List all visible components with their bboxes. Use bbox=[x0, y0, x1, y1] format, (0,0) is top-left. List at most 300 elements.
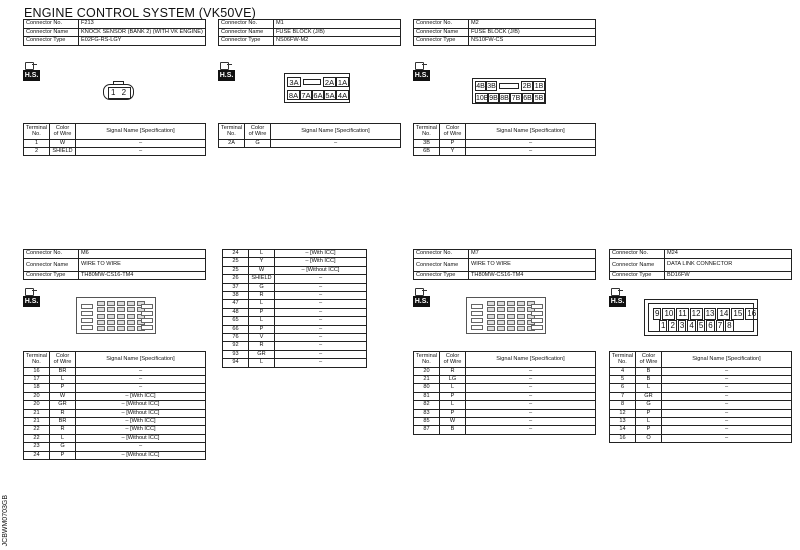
wire-color-cell: L bbox=[440, 401, 466, 409]
conn-no-label: Connector No. bbox=[414, 20, 469, 29]
terminal-cell: 8 bbox=[610, 401, 636, 409]
signal-cell: – bbox=[275, 275, 367, 283]
terminal-table-f213 bbox=[23, 123, 206, 156]
signal-cell: – bbox=[662, 434, 792, 442]
signal-cell: – bbox=[76, 139, 206, 147]
conn-type-value: BD16FW bbox=[665, 271, 792, 280]
signal-cell: – bbox=[76, 367, 206, 375]
conn-name-label: Connector Name bbox=[24, 28, 79, 37]
terminal-cell: 13 bbox=[610, 418, 636, 426]
wire-color-cell: BR bbox=[50, 367, 76, 375]
table-row bbox=[414, 392, 596, 400]
terminal-cell: 6 bbox=[610, 384, 636, 392]
table-row bbox=[24, 376, 206, 384]
terminal-cell: 83 bbox=[414, 409, 440, 417]
wire-color-cell: L bbox=[249, 250, 275, 258]
fuse-block-m1-diagram bbox=[284, 73, 350, 103]
conn-type-label: Connector Type bbox=[414, 271, 469, 280]
table-row bbox=[610, 401, 792, 409]
color-header: Color of Wire bbox=[440, 352, 466, 368]
wire-color-cell: L bbox=[249, 359, 275, 367]
hs-label: H.S. bbox=[610, 298, 625, 305]
conn-no-label: Connector No. bbox=[610, 250, 665, 259]
connector-info-m1 bbox=[218, 19, 401, 46]
signal-cell: – bbox=[275, 350, 367, 358]
wire-color-cell: L bbox=[50, 376, 76, 384]
table-row bbox=[610, 418, 792, 426]
signal-cell: – bbox=[662, 384, 792, 392]
terminal-cell: 93 bbox=[223, 350, 249, 358]
terminal-cell: 66 bbox=[223, 325, 249, 333]
signal-cell: – [Without ICC] bbox=[76, 409, 206, 417]
wire-color-cell: GR bbox=[249, 350, 275, 358]
table-row bbox=[223, 359, 367, 367]
signal-cell: – bbox=[662, 367, 792, 375]
signal-cell: – bbox=[466, 376, 596, 384]
table-row bbox=[610, 384, 792, 392]
conn-name-label: Connector Name bbox=[24, 258, 79, 271]
conn-type-label: Connector Type bbox=[219, 37, 274, 46]
signal-cell: – [With ICC] bbox=[275, 250, 367, 258]
wire-color-cell: R bbox=[249, 342, 275, 350]
dlc-top-pin: 14 bbox=[719, 309, 729, 318]
conn-no-label: Connector No. bbox=[219, 20, 274, 29]
signal-cell: – [Without ICC] bbox=[76, 434, 206, 442]
conn-no-label: Connector No. bbox=[414, 250, 469, 259]
signal-cell: – bbox=[76, 376, 206, 384]
signal-cell: – bbox=[466, 384, 596, 392]
table-row bbox=[414, 409, 596, 417]
table-row bbox=[24, 367, 206, 375]
table-row bbox=[223, 325, 367, 333]
terminal-cell: 25 bbox=[223, 266, 249, 274]
hs-label: H.S. bbox=[24, 72, 39, 79]
pin-7a: 7A bbox=[301, 91, 311, 100]
conn-no-value: M2 bbox=[469, 20, 596, 29]
terminal-header: Terminal No. bbox=[414, 124, 440, 140]
terminal-cell: 24 bbox=[24, 451, 50, 459]
terminal-cell: 47 bbox=[223, 300, 249, 308]
table-row bbox=[223, 275, 367, 283]
table-row bbox=[610, 392, 792, 400]
wire-color-cell: P bbox=[249, 325, 275, 333]
hs-label: H.S. bbox=[219, 72, 234, 79]
signal-cell: – bbox=[662, 392, 792, 400]
hs-label: H.S. bbox=[414, 72, 429, 79]
terminal-table-m1 bbox=[218, 123, 401, 148]
connector-info-m7 bbox=[413, 249, 596, 280]
signal-cell: – bbox=[662, 426, 792, 434]
signal-cell: – [Without ICC] bbox=[275, 266, 367, 274]
table-row bbox=[223, 292, 367, 300]
wire-color-cell: R bbox=[440, 367, 466, 375]
signal-cell: – bbox=[662, 376, 792, 384]
dlc-top-pin: 12 bbox=[691, 309, 701, 318]
terminal-cell: 20 bbox=[24, 392, 50, 400]
dlc-top-pin: 13 bbox=[705, 309, 715, 318]
conn-name-label: Connector Name bbox=[610, 258, 665, 271]
terminal-cell: 26 bbox=[223, 275, 249, 283]
connector-info-m2 bbox=[413, 19, 596, 46]
signal-cell: – bbox=[466, 401, 596, 409]
terminal-header: Terminal No. bbox=[219, 124, 245, 140]
wire-color-cell: P bbox=[249, 308, 275, 316]
conn-no-value: F213 bbox=[79, 20, 206, 29]
wire-color-cell: B bbox=[636, 376, 662, 384]
wire-color-cell: GR bbox=[636, 392, 662, 400]
signal-cell: – bbox=[76, 384, 206, 392]
pin-4b: 4B bbox=[476, 83, 485, 90]
signal-cell: – bbox=[662, 401, 792, 409]
connector-info-f213 bbox=[23, 19, 206, 46]
signal-cell: – bbox=[275, 300, 367, 308]
wire-color-cell: P bbox=[50, 451, 76, 459]
conn-type-value: E02FG-RS-LGY bbox=[79, 37, 206, 46]
conn-name-value: DATA LINK CONNECTOR bbox=[665, 258, 792, 271]
signal-cell: – bbox=[275, 359, 367, 367]
table-row bbox=[414, 367, 596, 375]
table-row bbox=[414, 376, 596, 384]
wire-color-cell: SHIELD bbox=[50, 148, 76, 156]
terminal-cell: 21 bbox=[24, 418, 50, 426]
terminal-cell: 21 bbox=[24, 409, 50, 417]
pin-6b: 6B bbox=[523, 95, 532, 102]
signal-cell: – bbox=[76, 148, 206, 156]
wire-color-cell: LG bbox=[440, 376, 466, 384]
terminal-cell: 25 bbox=[223, 258, 249, 266]
terminal-cell: 23 bbox=[24, 443, 50, 451]
signal-header: Signal Name [Specification] bbox=[76, 352, 206, 368]
pin-7b: 7B bbox=[511, 95, 521, 102]
terminal-cell: 85 bbox=[414, 418, 440, 426]
pin-1b: 1B bbox=[534, 83, 544, 90]
table-row bbox=[414, 418, 596, 426]
terminal-cell: 20 bbox=[24, 401, 50, 409]
terminal-cell: 80 bbox=[414, 384, 440, 392]
dlc-bottom-pin: 8 bbox=[727, 321, 732, 330]
wire-color-cell: Y bbox=[440, 148, 466, 156]
conn-name-value: FUSE BLOCK (J/B) bbox=[469, 28, 596, 37]
table-row bbox=[24, 418, 206, 426]
table-row bbox=[24, 139, 206, 147]
signal-cell: – [With ICC] bbox=[76, 426, 206, 434]
table-row bbox=[610, 434, 792, 442]
dlc-top-pin: 9 bbox=[655, 309, 660, 318]
document-code: JCBWM0703GB bbox=[2, 495, 9, 547]
table-row bbox=[223, 250, 367, 258]
terminal-cell: 16 bbox=[610, 434, 636, 442]
wire-color-cell: P bbox=[50, 384, 76, 392]
harness-side-icon bbox=[23, 61, 43, 83]
table-row bbox=[223, 342, 367, 350]
table-row bbox=[24, 426, 206, 434]
harness-side-icon bbox=[23, 287, 43, 309]
wire-color-cell: L bbox=[249, 317, 275, 325]
dlc-bottom-pin: 1 bbox=[661, 321, 666, 330]
pin-2b: 2B bbox=[522, 83, 532, 90]
terminal-cell: 4 bbox=[610, 367, 636, 375]
pin-4a: 4A bbox=[337, 91, 348, 100]
terminal-cell: 48 bbox=[223, 308, 249, 316]
terminal-cell: 87 bbox=[414, 426, 440, 434]
harness-side-icon bbox=[413, 61, 433, 83]
dlc-bottom-pin: 6 bbox=[708, 321, 713, 330]
wire-color-cell: R bbox=[249, 292, 275, 300]
wire-to-wire-m6-diagram bbox=[76, 297, 156, 334]
conn-type-label: Connector Type bbox=[24, 37, 79, 46]
signal-cell: – bbox=[275, 292, 367, 300]
conn-name-value: WIRE TO WIRE bbox=[469, 258, 596, 271]
terminal-table-m24 bbox=[609, 351, 792, 443]
color-header: Color of Wire bbox=[50, 124, 76, 140]
terminal-cell: 3B bbox=[414, 139, 440, 147]
conn-type-value: NS06FW-M2 bbox=[274, 37, 401, 46]
table-row bbox=[24, 451, 206, 459]
terminal-cell: 7 bbox=[610, 392, 636, 400]
table-row bbox=[223, 300, 367, 308]
pin-8a: 8A bbox=[288, 91, 299, 100]
knock-sensor-connector-diagram bbox=[103, 84, 134, 100]
terminal-header: Terminal No. bbox=[610, 352, 636, 368]
pin-5b: 5B bbox=[534, 95, 544, 102]
signal-cell: – [Without ICC] bbox=[76, 401, 206, 409]
pin-2a: 2A bbox=[324, 78, 335, 87]
terminal-header: Terminal No. bbox=[24, 352, 50, 368]
wire-color-cell: P bbox=[440, 139, 466, 147]
signal-cell: – bbox=[466, 367, 596, 375]
color-header: Color of Wire bbox=[50, 352, 76, 368]
table-row bbox=[414, 401, 596, 409]
table-row bbox=[219, 139, 401, 147]
table-row bbox=[223, 317, 367, 325]
wire-color-cell: R bbox=[50, 426, 76, 434]
signal-cell: – bbox=[466, 139, 596, 147]
terminal-table-m6 bbox=[23, 351, 206, 460]
terminal-cell: 24 bbox=[223, 250, 249, 258]
signal-cell: – [Without ICC] bbox=[76, 451, 206, 459]
terminal-cell: 82 bbox=[414, 401, 440, 409]
signal-cell: – bbox=[662, 409, 792, 417]
color-header: Color of Wire bbox=[245, 124, 271, 140]
wire-color-cell: L bbox=[249, 300, 275, 308]
signal-cell: – bbox=[275, 317, 367, 325]
signal-cell: – bbox=[275, 334, 367, 342]
pin-10b: 10B bbox=[476, 95, 489, 102]
pin-1a: 1A bbox=[337, 78, 348, 87]
terminal-cell: 17 bbox=[24, 376, 50, 384]
table-row bbox=[24, 148, 206, 156]
wire-color-cell: L bbox=[636, 384, 662, 392]
conn-no-value: M7 bbox=[469, 250, 596, 259]
signal-header: Signal Name [Specification] bbox=[466, 352, 596, 368]
conn-type-value: NS10FW-CS bbox=[469, 37, 596, 46]
wire-color-cell: B bbox=[636, 367, 662, 375]
color-header: Color of Wire bbox=[636, 352, 662, 368]
wire-to-wire-m7-diagram bbox=[466, 297, 546, 334]
knock-pins: 1 2 bbox=[108, 87, 131, 99]
signal-header: Signal Name [Specification] bbox=[466, 124, 596, 140]
terminal-cell: 6B bbox=[414, 148, 440, 156]
dlc-top-pin: 15 bbox=[733, 309, 743, 318]
signal-cell: – [With ICC] bbox=[275, 258, 367, 266]
terminal-cell: 22 bbox=[24, 434, 50, 442]
signal-header: Signal Name [Specification] bbox=[271, 124, 401, 140]
dlc-top-pin: 11 bbox=[678, 309, 687, 318]
terminal-cell: 94 bbox=[223, 359, 249, 367]
table-row bbox=[610, 409, 792, 417]
harness-side-icon bbox=[218, 61, 238, 83]
signal-cell: – bbox=[466, 409, 596, 417]
table-row bbox=[414, 139, 596, 147]
conn-name-label: Connector Name bbox=[414, 258, 469, 271]
terminal-cell: 21 bbox=[414, 376, 440, 384]
conn-name-value: FUSE BLOCK (J/B) bbox=[274, 28, 401, 37]
wire-color-cell: W bbox=[249, 266, 275, 274]
wire-color-cell: B bbox=[440, 426, 466, 434]
signal-cell: – bbox=[662, 418, 792, 426]
conn-name-value: WIRE TO WIRE bbox=[79, 258, 206, 271]
conn-no-label: Connector No. bbox=[24, 20, 79, 29]
dlc-bottom-pin: 5 bbox=[698, 321, 704, 330]
table-row bbox=[223, 350, 367, 358]
pin-3a: 3A bbox=[287, 77, 301, 87]
terminal-cell: 18 bbox=[24, 384, 50, 392]
terminal-cell: 14 bbox=[610, 426, 636, 434]
terminal-cell: 2A bbox=[219, 139, 245, 147]
dlc-bottom-pin: 2 bbox=[670, 321, 675, 330]
conn-no-value: M6 bbox=[79, 250, 206, 259]
hs-label: H.S. bbox=[24, 298, 39, 305]
wire-color-cell: G bbox=[50, 443, 76, 451]
harness-side-icon bbox=[413, 287, 433, 309]
terminal-cell: 16 bbox=[24, 367, 50, 375]
wire-color-cell: R bbox=[50, 409, 76, 417]
terminal-table-m7 bbox=[413, 351, 596, 435]
terminal-cell: 65 bbox=[223, 317, 249, 325]
terminal-cell: 38 bbox=[223, 292, 249, 300]
terminal-cell: 76 bbox=[223, 334, 249, 342]
terminal-cell: 81 bbox=[414, 392, 440, 400]
table-row bbox=[24, 443, 206, 451]
wire-color-cell: SHIELD bbox=[249, 275, 275, 283]
terminal-cell: 20 bbox=[414, 367, 440, 375]
conn-name-label: Connector Name bbox=[219, 28, 274, 37]
conn-type-label: Connector Type bbox=[24, 271, 79, 280]
table-row bbox=[610, 376, 792, 384]
wire-color-cell: W bbox=[50, 139, 76, 147]
table-row bbox=[24, 401, 206, 409]
page-title: ENGINE CONTROL SYSTEM (VK50VE) bbox=[24, 6, 256, 20]
wire-color-cell: P bbox=[440, 392, 466, 400]
wire-color-cell: P bbox=[636, 409, 662, 417]
dlc-bottom-pin: 4 bbox=[689, 321, 694, 330]
pin-9b: 9B bbox=[489, 95, 498, 102]
wire-color-cell: G bbox=[249, 283, 275, 291]
terminal-header: Terminal No. bbox=[414, 352, 440, 368]
terminal-table-m2 bbox=[413, 123, 596, 156]
dlc-bottom-pin: 7 bbox=[717, 321, 723, 330]
table-row bbox=[414, 384, 596, 392]
wire-color-cell: G bbox=[636, 401, 662, 409]
pin-8b: 8B bbox=[500, 95, 509, 102]
wire-color-cell: P bbox=[440, 409, 466, 417]
dlc-top-pin: 16 bbox=[747, 309, 757, 318]
terminal-table-m6-continued bbox=[222, 249, 367, 368]
table-row bbox=[223, 308, 367, 316]
dlc-bottom-pin: 3 bbox=[679, 321, 685, 330]
conn-type-label: Connector Type bbox=[414, 37, 469, 46]
pin-5a: 5A bbox=[325, 91, 335, 100]
color-header: Color of Wire bbox=[440, 124, 466, 140]
wire-color-cell: V bbox=[249, 334, 275, 342]
pin-6a: 6A bbox=[313, 91, 323, 100]
conn-type-label: Connector Type bbox=[610, 271, 665, 280]
wire-color-cell: GR bbox=[50, 401, 76, 409]
wire-color-cell: W bbox=[440, 418, 466, 426]
signal-header: Signal Name [Specification] bbox=[662, 352, 792, 368]
conn-no-label: Connector No. bbox=[24, 250, 79, 259]
terminal-cell: 1 bbox=[24, 139, 50, 147]
signal-cell: – [With ICC] bbox=[76, 418, 206, 426]
signal-cell: – bbox=[76, 443, 206, 451]
signal-cell: – bbox=[466, 392, 596, 400]
signal-cell: – bbox=[275, 325, 367, 333]
wire-color-cell: P bbox=[636, 426, 662, 434]
terminal-header: Terminal No. bbox=[24, 124, 50, 140]
signal-cell: – bbox=[275, 342, 367, 350]
signal-cell: – [With ICC] bbox=[76, 392, 206, 400]
pin-3b: 3B bbox=[487, 83, 496, 90]
table-row bbox=[223, 283, 367, 291]
wire-color-cell: L bbox=[440, 384, 466, 392]
harness-side-icon bbox=[609, 287, 629, 309]
table-row bbox=[223, 258, 367, 266]
table-row bbox=[414, 148, 596, 156]
signal-cell: – bbox=[275, 283, 367, 291]
dlc-top-pin: 10 bbox=[664, 309, 674, 318]
conn-name-label: Connector Name bbox=[414, 28, 469, 37]
signal-cell: – bbox=[466, 148, 596, 156]
table-row bbox=[223, 266, 367, 274]
wire-color-cell: G bbox=[245, 139, 271, 147]
table-row bbox=[610, 426, 792, 434]
wire-color-cell: Y bbox=[249, 258, 275, 266]
signal-cell: – bbox=[466, 418, 596, 426]
table-row bbox=[414, 426, 596, 434]
terminal-cell: 5 bbox=[610, 376, 636, 384]
signal-cell: – bbox=[466, 426, 596, 434]
wire-color-cell: W bbox=[50, 392, 76, 400]
wire-color-cell: L bbox=[50, 434, 76, 442]
terminal-cell: 22 bbox=[24, 426, 50, 434]
terminal-cell: 2 bbox=[24, 148, 50, 156]
table-row bbox=[24, 384, 206, 392]
table-row bbox=[223, 334, 367, 342]
wire-color-cell: L bbox=[636, 418, 662, 426]
connector-info-m24 bbox=[609, 249, 792, 280]
terminal-cell: 92 bbox=[223, 342, 249, 350]
data-link-connector-diagram bbox=[644, 299, 758, 336]
signal-cell: – bbox=[275, 308, 367, 316]
conn-no-value: M24 bbox=[665, 250, 792, 259]
connector-info-m6 bbox=[23, 249, 206, 280]
table-row bbox=[24, 409, 206, 417]
conn-type-value: TH80MW-CS16-TM4 bbox=[469, 271, 596, 280]
signal-header: Signal Name [Specification] bbox=[76, 124, 206, 140]
table-row bbox=[24, 392, 206, 400]
conn-no-value: M1 bbox=[274, 20, 401, 29]
conn-name-value: KNOCK SENSOR (BANK 2) (WITH VK ENGINE) bbox=[79, 28, 206, 37]
